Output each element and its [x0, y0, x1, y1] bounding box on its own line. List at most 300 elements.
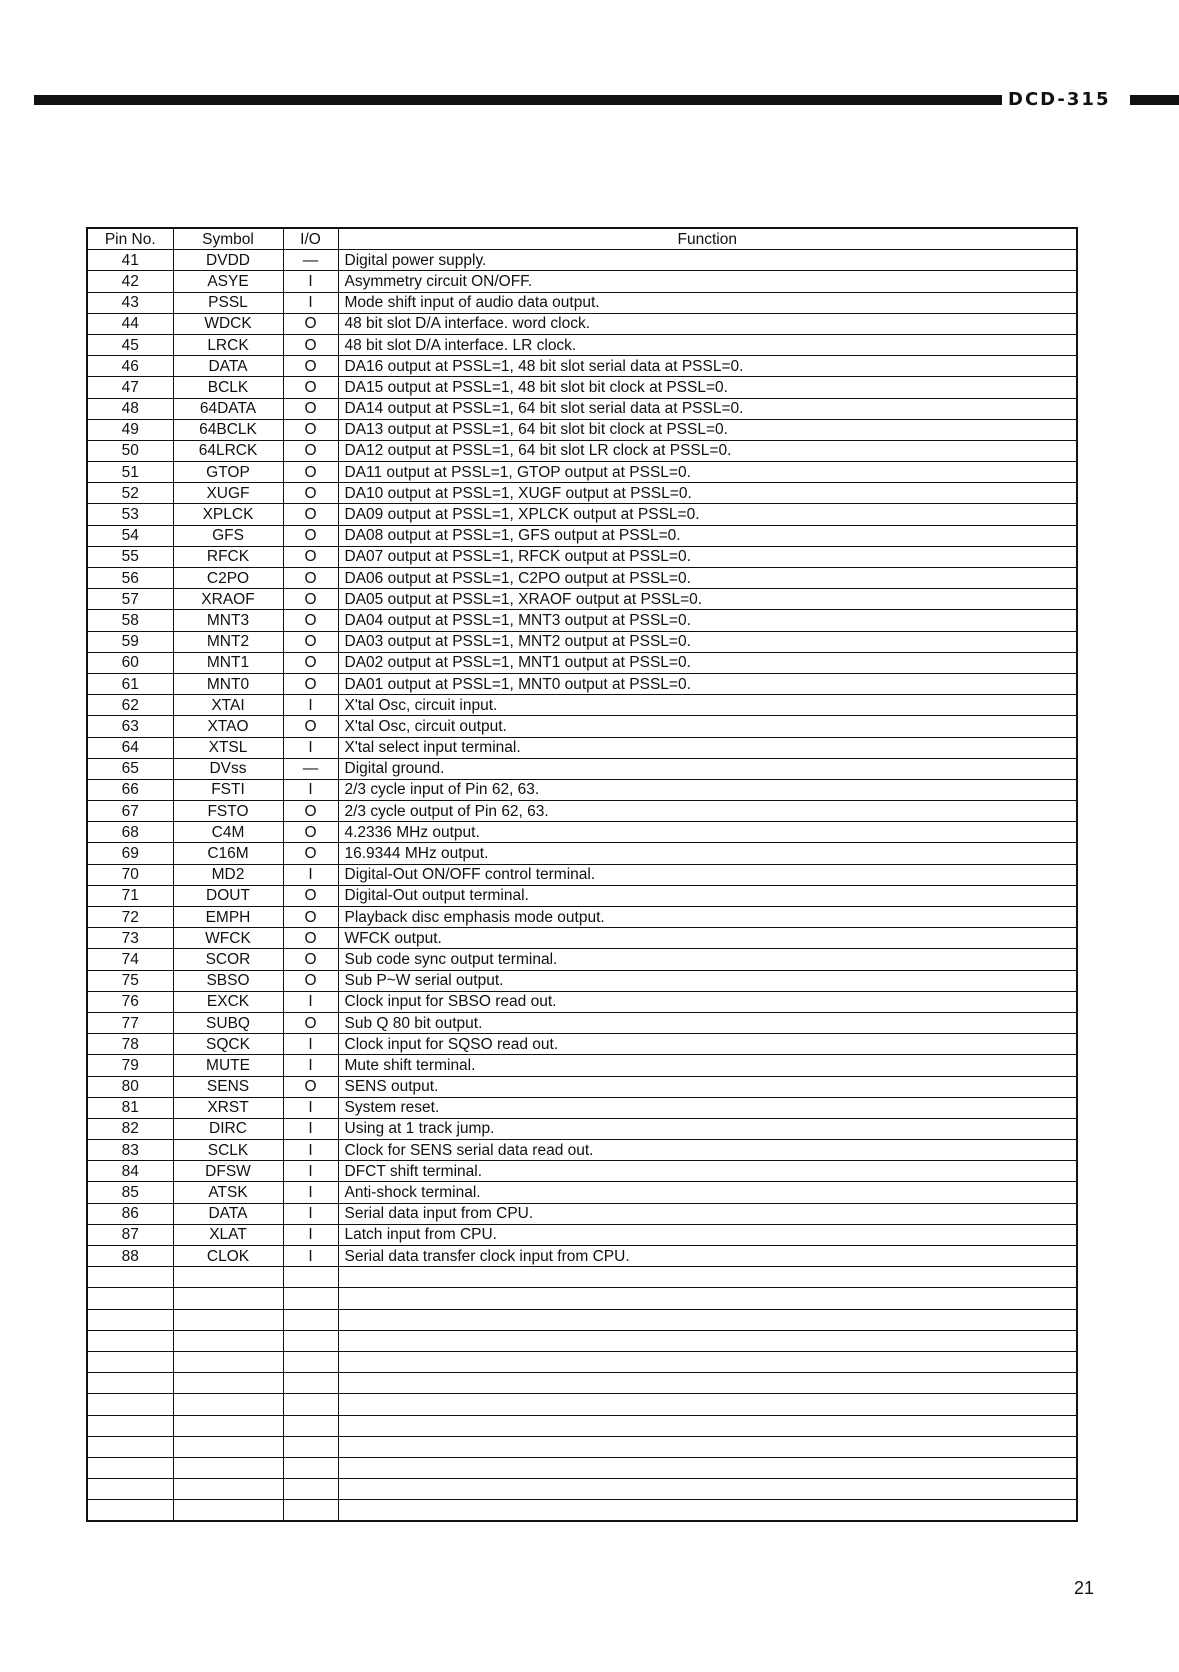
table-row [87, 822, 1077, 843]
function-cell: Digital ground. [338, 758, 1077, 779]
pin-number-cell: 46 [87, 356, 173, 377]
symbol-cell: MD2 [173, 864, 283, 885]
table-header-row [87, 228, 1077, 250]
io-cell: O [283, 843, 338, 864]
symbol-cell: MNT2 [173, 631, 283, 652]
pin-number-cell: 84 [87, 1161, 173, 1182]
io-cell: I [283, 1182, 338, 1203]
io-cell: I [283, 1140, 338, 1161]
symbol-cell: C4M [173, 822, 283, 843]
empty-table-row [87, 1267, 1077, 1288]
table-row [87, 907, 1077, 928]
empty-cell [283, 1351, 338, 1372]
io-cell: O [283, 822, 338, 843]
table-row [87, 716, 1077, 737]
table-row [87, 250, 1077, 271]
symbol-cell: EMPH [173, 907, 283, 928]
header-rule [34, 95, 1002, 105]
function-cell: DA03 output at PSSL=1, MNT2 output at PSSL=0. [338, 631, 1077, 652]
pin-number-cell: 88 [87, 1246, 173, 1267]
pin-number-cell: 68 [87, 822, 173, 843]
table-row [87, 631, 1077, 652]
pin-number-cell: 51 [87, 462, 173, 483]
empty-cell [283, 1479, 338, 1500]
empty-cell [87, 1309, 173, 1330]
pin-number-cell: 48 [87, 398, 173, 419]
symbol-cell: DIRC [173, 1118, 283, 1139]
io-cell: O [283, 801, 338, 822]
symbol-cell: LRCK [173, 334, 283, 355]
function-cell: SENS output. [338, 1076, 1077, 1097]
io-cell: — [283, 758, 338, 779]
symbol-cell: FSTO [173, 801, 283, 822]
function-cell: DA04 output at PSSL=1, MNT3 output at PSSL=0. [338, 610, 1077, 631]
function-cell: X'tal Osc, circuit output. [338, 716, 1077, 737]
function-cell: DA11 output at PSSL=1, GTOP output at PSSL=0. [338, 462, 1077, 483]
function-cell: Anti-shock terminal. [338, 1182, 1077, 1203]
function-cell: Mode shift input of audio data output. [338, 292, 1077, 313]
symbol-cell: GTOP [173, 462, 283, 483]
function-cell: DA12 output at PSSL=1, 64 bit slot LR clock at PSSL=0. [338, 440, 1077, 461]
empty-cell [173, 1288, 283, 1309]
table-row [87, 440, 1077, 461]
pin-number-cell: 64 [87, 737, 173, 758]
function-cell: DFCT shift terminal. [338, 1161, 1077, 1182]
io-cell: O [283, 398, 338, 419]
table-row [87, 1055, 1077, 1076]
io-cell: O [283, 546, 338, 567]
pin-number-cell: 85 [87, 1182, 173, 1203]
pin-number-cell: 75 [87, 970, 173, 991]
function-cell: Sub Q 80 bit output. [338, 1012, 1077, 1033]
table-row [87, 1203, 1077, 1224]
symbol-cell: SBSO [173, 970, 283, 991]
table-row [87, 928, 1077, 949]
symbol-cell: C16M [173, 843, 283, 864]
empty-cell [87, 1500, 173, 1522]
empty-cell [173, 1436, 283, 1457]
io-cell: I [283, 991, 338, 1012]
pin-function-table [86, 227, 1078, 1522]
pin-number-cell: 58 [87, 610, 173, 631]
symbol-cell: MNT1 [173, 652, 283, 673]
function-cell: 16.9344 MHz output. [338, 843, 1077, 864]
empty-cell [338, 1479, 1077, 1500]
header-function: Function [338, 228, 1077, 250]
empty-table-row [87, 1330, 1077, 1351]
io-cell: O [283, 377, 338, 398]
table-row [87, 504, 1077, 525]
empty-cell [338, 1330, 1077, 1351]
symbol-cell: XTAI [173, 695, 283, 716]
io-cell: O [283, 885, 338, 906]
io-cell: O [283, 907, 338, 928]
symbol-cell: RFCK [173, 546, 283, 567]
function-cell: DA14 output at PSSL=1, 64 bit slot serial data at PSSL=0. [338, 398, 1077, 419]
table-row [87, 483, 1077, 504]
function-cell: 2/3 cycle input of Pin 62, 63. [338, 779, 1077, 800]
symbol-cell: WDCK [173, 313, 283, 334]
function-cell: DA05 output at PSSL=1, XRAOF output at PSSL=0. [338, 589, 1077, 610]
function-cell: Playback disc emphasis mode output. [338, 907, 1077, 928]
io-cell: O [283, 462, 338, 483]
function-cell: Sub code sync output terminal. [338, 949, 1077, 970]
io-cell: O [283, 504, 338, 525]
pin-number-cell: 78 [87, 1034, 173, 1055]
function-cell: Asymmetry circuit ON/OFF. [338, 271, 1077, 292]
symbol-cell: DFSW [173, 1161, 283, 1182]
pin-number-cell: 49 [87, 419, 173, 440]
table-row [87, 779, 1077, 800]
function-cell: X'tal Osc, circuit input. [338, 695, 1077, 716]
pin-number-cell: 62 [87, 695, 173, 716]
function-cell: 4.2336 MHz output. [338, 822, 1077, 843]
table-row [87, 758, 1077, 779]
empty-table-row [87, 1415, 1077, 1436]
pin-number-cell: 72 [87, 907, 173, 928]
header-symbol: Symbol [173, 228, 283, 250]
table-row [87, 801, 1077, 822]
pin-number-cell: 74 [87, 949, 173, 970]
empty-cell [338, 1457, 1077, 1478]
empty-cell [87, 1457, 173, 1478]
function-cell: 48 bit slot D/A interface. LR clock. [338, 334, 1077, 355]
symbol-cell: DVDD [173, 250, 283, 271]
empty-cell [283, 1436, 338, 1457]
io-cell: I [283, 292, 338, 313]
function-cell: Sub P~W serial output. [338, 970, 1077, 991]
table-row [87, 864, 1077, 885]
empty-cell [283, 1415, 338, 1436]
pin-number-cell: 42 [87, 271, 173, 292]
io-cell: O [283, 716, 338, 737]
symbol-cell: MNT3 [173, 610, 283, 631]
symbol-cell: GFS [173, 525, 283, 546]
pin-number-cell: 47 [87, 377, 173, 398]
pin-number-cell: 56 [87, 568, 173, 589]
io-cell: I [283, 779, 338, 800]
io-cell: O [283, 313, 338, 334]
function-cell: Using at 1 track jump. [338, 1118, 1077, 1139]
pin-number-cell: 50 [87, 440, 173, 461]
io-cell: O [283, 483, 338, 504]
symbol-cell: MNT0 [173, 673, 283, 694]
table-row [87, 292, 1077, 313]
table-row [87, 271, 1077, 292]
io-cell: O [283, 970, 338, 991]
symbol-cell: XPLCK [173, 504, 283, 525]
io-cell: O [283, 356, 338, 377]
io-cell: I [283, 864, 338, 885]
pin-number-cell: 54 [87, 525, 173, 546]
symbol-cell: DATA [173, 1203, 283, 1224]
empty-cell [173, 1415, 283, 1436]
empty-cell [283, 1500, 338, 1522]
table-row [87, 1246, 1077, 1267]
pin-number-cell: 66 [87, 779, 173, 800]
pin-number-cell: 87 [87, 1224, 173, 1245]
empty-table-row [87, 1436, 1077, 1457]
function-cell: System reset. [338, 1097, 1077, 1118]
pin-number-cell: 61 [87, 673, 173, 694]
empty-cell [87, 1330, 173, 1351]
empty-cell [87, 1394, 173, 1415]
pin-number-cell: 69 [87, 843, 173, 864]
io-cell: O [283, 673, 338, 694]
empty-cell [173, 1267, 283, 1288]
io-cell: O [283, 419, 338, 440]
io-cell: I [283, 271, 338, 292]
io-cell: O [283, 631, 338, 652]
pin-number-cell: 73 [87, 928, 173, 949]
empty-table-row [87, 1394, 1077, 1415]
symbol-cell: 64BCLK [173, 419, 283, 440]
function-cell: Digital power supply. [338, 250, 1077, 271]
empty-table-row [87, 1479, 1077, 1500]
table-row [87, 334, 1077, 355]
io-cell: O [283, 610, 338, 631]
io-cell: I [283, 695, 338, 716]
table-row [87, 313, 1077, 334]
empty-cell [338, 1288, 1077, 1309]
pin-number-cell: 57 [87, 589, 173, 610]
table-row [87, 419, 1077, 440]
pin-number-cell: 41 [87, 250, 173, 271]
empty-cell [338, 1436, 1077, 1457]
io-cell: O [283, 440, 338, 461]
symbol-cell: XRAOF [173, 589, 283, 610]
symbol-cell: XRST [173, 1097, 283, 1118]
pin-number-cell: 65 [87, 758, 173, 779]
table-row [87, 610, 1077, 631]
table-row [87, 398, 1077, 419]
symbol-cell: SUBQ [173, 1012, 283, 1033]
header-rule-end [1130, 95, 1179, 105]
io-cell: O [283, 334, 338, 355]
pin-number-cell: 82 [87, 1118, 173, 1139]
io-cell: I [283, 1034, 338, 1055]
symbol-cell: CLOK [173, 1246, 283, 1267]
symbol-cell: SCLK [173, 1140, 283, 1161]
table-row [87, 991, 1077, 1012]
empty-cell [87, 1479, 173, 1500]
table-row [87, 356, 1077, 377]
io-cell: I [283, 1118, 338, 1139]
empty-cell [283, 1288, 338, 1309]
table-row [87, 377, 1077, 398]
io-cell: O [283, 928, 338, 949]
symbol-cell: XUGF [173, 483, 283, 504]
table-row [87, 568, 1077, 589]
table-row [87, 949, 1077, 970]
pin-number-cell: 67 [87, 801, 173, 822]
table-row [87, 1012, 1077, 1033]
table-row [87, 1076, 1077, 1097]
empty-table-row [87, 1309, 1077, 1330]
function-cell: Latch input from CPU. [338, 1224, 1077, 1245]
pin-number-cell: 52 [87, 483, 173, 504]
empty-cell [338, 1373, 1077, 1394]
function-cell: Clock input for SQSO read out. [338, 1034, 1077, 1055]
table-row [87, 546, 1077, 567]
io-cell: I [283, 737, 338, 758]
pin-number-cell: 63 [87, 716, 173, 737]
table-row [87, 652, 1077, 673]
io-cell: — [283, 250, 338, 271]
symbol-cell: SQCK [173, 1034, 283, 1055]
symbol-cell: FSTI [173, 779, 283, 800]
function-cell: X'tal select input terminal. [338, 737, 1077, 758]
empty-cell [173, 1330, 283, 1351]
symbol-cell: 64DATA [173, 398, 283, 419]
function-cell: Clock for SENS serial data read out. [338, 1140, 1077, 1161]
empty-cell [87, 1436, 173, 1457]
symbol-cell: ATSK [173, 1182, 283, 1203]
table-row [87, 885, 1077, 906]
symbol-cell: WFCK [173, 928, 283, 949]
pin-number-cell: 45 [87, 334, 173, 355]
empty-cell [283, 1267, 338, 1288]
function-cell: DA02 output at PSSL=1, MNT1 output at PSSL=0. [338, 652, 1077, 673]
table-row [87, 1182, 1077, 1203]
empty-cell [338, 1351, 1077, 1372]
function-cell: Clock input for SBSO read out. [338, 991, 1077, 1012]
header-pin-no: Pin No. [87, 228, 173, 250]
pin-number-cell: 44 [87, 313, 173, 334]
pin-number-cell: 80 [87, 1076, 173, 1097]
function-cell: DA16 output at PSSL=1, 48 bit slot serial data at PSSL=0. [338, 356, 1077, 377]
pin-number-cell: 83 [87, 1140, 173, 1161]
table-row [87, 1097, 1077, 1118]
table-row [87, 1161, 1077, 1182]
table-row [87, 1034, 1077, 1055]
empty-table-row [87, 1288, 1077, 1309]
table-row [87, 462, 1077, 483]
symbol-cell: PSSL [173, 292, 283, 313]
empty-cell [173, 1351, 283, 1372]
empty-cell [283, 1309, 338, 1330]
empty-cell [283, 1330, 338, 1351]
pin-number-cell: 81 [87, 1097, 173, 1118]
io-cell: I [283, 1203, 338, 1224]
symbol-cell: EXCK [173, 991, 283, 1012]
function-cell: Serial data transfer clock input from CPU. [338, 1246, 1077, 1267]
pin-number-cell: 71 [87, 885, 173, 906]
pin-number-cell: 60 [87, 652, 173, 673]
pin-number-cell: 77 [87, 1012, 173, 1033]
empty-cell [338, 1267, 1077, 1288]
io-cell: O [283, 525, 338, 546]
empty-cell [283, 1394, 338, 1415]
symbol-cell: SENS [173, 1076, 283, 1097]
empty-cell [338, 1394, 1077, 1415]
symbol-cell: DOUT [173, 885, 283, 906]
function-cell: DA08 output at PSSL=1, GFS output at PSSL=0. [338, 525, 1077, 546]
io-cell: O [283, 1012, 338, 1033]
empty-cell [338, 1415, 1077, 1436]
empty-cell [338, 1309, 1077, 1330]
pin-number-cell: 86 [87, 1203, 173, 1224]
symbol-cell: XLAT [173, 1224, 283, 1245]
empty-cell [173, 1394, 283, 1415]
empty-table-row [87, 1457, 1077, 1478]
pin-number-cell: 53 [87, 504, 173, 525]
empty-cell [173, 1457, 283, 1478]
io-cell: I [283, 1161, 338, 1182]
empty-cell [87, 1415, 173, 1436]
symbol-cell: XTSL [173, 737, 283, 758]
empty-cell [173, 1500, 283, 1522]
empty-cell [283, 1457, 338, 1478]
table-row [87, 1118, 1077, 1139]
symbol-cell: DATA [173, 356, 283, 377]
function-cell: Digital-Out output terminal. [338, 885, 1077, 906]
io-cell: I [283, 1246, 338, 1267]
pin-number-cell: 43 [87, 292, 173, 313]
symbol-cell: MUTE [173, 1055, 283, 1076]
table-row [87, 843, 1077, 864]
table-row [87, 1224, 1077, 1245]
io-cell: I [283, 1055, 338, 1076]
table-row [87, 970, 1077, 991]
function-cell: DA07 output at PSSL=1, RFCK output at PSSL=0. [338, 546, 1077, 567]
symbol-cell: BCLK [173, 377, 283, 398]
empty-cell [87, 1351, 173, 1372]
symbol-cell: ASYE [173, 271, 283, 292]
table-row [87, 695, 1077, 716]
io-cell: O [283, 1076, 338, 1097]
io-cell: O [283, 652, 338, 673]
function-cell: DA01 output at PSSL=1, MNT0 output at PSSL=0. [338, 673, 1077, 694]
pin-number-cell: 79 [87, 1055, 173, 1076]
table-row [87, 1140, 1077, 1161]
empty-cell [338, 1500, 1077, 1522]
empty-cell [173, 1479, 283, 1500]
io-cell: I [283, 1224, 338, 1245]
symbol-cell: DVss [173, 758, 283, 779]
empty-cell [87, 1288, 173, 1309]
io-cell: I [283, 1097, 338, 1118]
empty-cell [283, 1373, 338, 1394]
symbol-cell: C2PO [173, 568, 283, 589]
io-cell: O [283, 568, 338, 589]
table-row [87, 673, 1077, 694]
function-cell: WFCK output. [338, 928, 1077, 949]
function-cell: 48 bit slot D/A interface. word clock. [338, 313, 1077, 334]
model-title: DCD-315 [1008, 89, 1111, 110]
empty-table-row [87, 1373, 1077, 1394]
function-cell: 2/3 cycle output of Pin 62, 63. [338, 801, 1077, 822]
empty-cell [173, 1373, 283, 1394]
page-number: 21 [1074, 1578, 1095, 1598]
pin-number-cell: 76 [87, 991, 173, 1012]
empty-cell [173, 1309, 283, 1330]
function-cell: Serial data input from CPU. [338, 1203, 1077, 1224]
symbol-cell: SCOR [173, 949, 283, 970]
empty-cell [87, 1373, 173, 1394]
pin-number-cell: 55 [87, 546, 173, 567]
table-row [87, 737, 1077, 758]
io-cell: O [283, 589, 338, 610]
function-cell: Mute shift terminal. [338, 1055, 1077, 1076]
io-cell: O [283, 949, 338, 970]
empty-table-row [87, 1351, 1077, 1372]
function-cell: Digital-Out ON/OFF control terminal. [338, 864, 1077, 885]
pin-number-cell: 70 [87, 864, 173, 885]
table-body [87, 250, 1077, 1522]
table-row [87, 525, 1077, 546]
symbol-cell: XTAO [173, 716, 283, 737]
